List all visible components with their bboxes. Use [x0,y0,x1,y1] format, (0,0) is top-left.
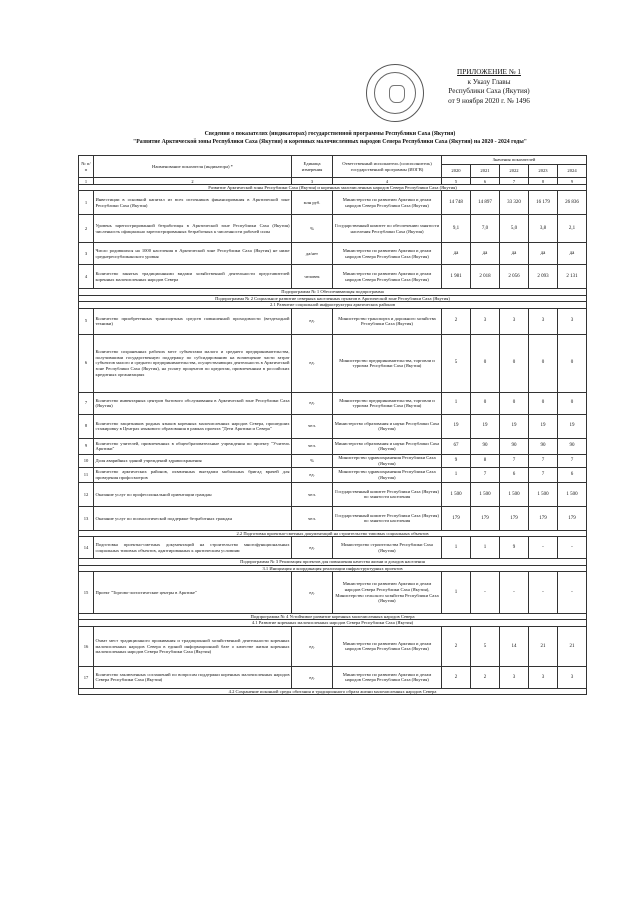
value-cell: 6 [500,467,529,482]
responsible-cell: Министерство по развитию Арктики и делам народов Севера Республики Саха (Якутия) [333,243,442,265]
table-row [79,243,587,265]
value-cell: 3 [500,308,529,334]
unit-cell: да/нет [292,243,333,265]
column-number: 4 [333,178,442,185]
unit-cell: чел. [292,438,333,454]
indicator-name: Количество арктических районов, охваченных выездами мобильных бригад врачей для проведения профосмотров [94,467,292,482]
value-cell: 5 [471,626,500,666]
unit-cell: чел. [292,414,333,438]
title-line-1: Сведения о показателях (индикаторах) государственной программы Республики Саха (Якутия) [204,131,456,137]
responsible-cell: Министерство образования и науки Республики Саха (Якутия) [333,414,442,438]
value-cell: 1 [442,467,471,482]
document-title [70,131,590,146]
indicator-name: Инвестиции в основной капитал из всех источников финансирования в Арктической зоне Республики Саха (Якутия) [94,191,292,215]
unit-cell: ед. [292,392,333,414]
responsible-cell: Министерство образования и науки Республики Саха (Якутия) [333,438,442,454]
value-cell: 1 500 [471,482,500,506]
value-cell: 2 [442,666,471,688]
unit-cell: чел. [292,506,333,530]
indicator-name: Количество заключенных соглашений по вопросам поддержки коренных малочисленных народов Севера Республики Саха (Якутия) [94,666,292,688]
responsible-cell: Министерство по развитию Арктики и делам народов Севера Республики Саха (Якутия) [333,265,442,289]
value-cell: 19 [442,414,471,438]
responsible-cell: Государственный комитет Республики Саха (Якутия) по занятости населения [333,482,442,506]
table-row [79,537,587,559]
value-cell: 1 500 [558,482,587,506]
value-cell: 179 [471,506,500,530]
table-row [79,506,587,530]
value-cell: 5 [442,334,471,392]
indicator-name: Количество приобретенных транспортных средств повышенной проходимости (вездеходной техники) [94,308,292,334]
value-cell: 90 [471,438,500,454]
value-cell: 21 [529,626,558,666]
table-row [79,392,587,414]
value-cell: 3 [471,308,500,334]
indicator-name: Количество инвентарных центров бытового обслуживания в Арктической зоне Республики Саха (Якутия) [94,392,292,414]
table-row [79,572,587,614]
row-number: 11 [79,467,94,482]
value-cell: 19 [529,414,558,438]
value-cell: 1 981 [442,265,471,289]
indicator-name: Доля аварийных зданий учреждений здравоохранения [94,454,292,467]
unit-cell: ед. [292,308,333,334]
value-cell: 2 056 [500,265,529,289]
section-row [79,688,587,694]
value-cell: 2 018 [471,265,500,289]
value-cell: 0 [529,334,558,392]
value-cell: - [500,572,529,614]
responsible-cell: Министерство по развитию Арктики и делам народов Севера Республики Саха (Якутия) [333,666,442,688]
table-body [79,185,587,695]
value-cell: 1 [471,537,500,559]
responsible-cell: Министерство строительства Республики Саха (Якутия) [333,537,442,559]
header-year: 2020 [442,165,471,178]
appendix-authority: Республики Саха (Якутия) [448,87,530,95]
value-cell: 3 [558,666,587,688]
value-cell: 21 [558,626,587,666]
table-row [79,414,587,438]
header-year: 2022 [500,165,529,178]
value-cell: да [471,243,500,265]
value-cell: 0 [471,334,500,392]
header-year: 2021 [471,165,500,178]
value-cell: 2 131 [558,265,587,289]
header-year: 2024 [558,165,587,178]
header-num: № п/п [79,156,94,178]
value-cell: 0 [529,392,558,414]
row-number: 5 [79,308,94,334]
indicator-name: Число родившихся на 1000 населения в Арктической зоне Республики Саха (Якутия) не ниже среднереспубликанского уровня [94,243,292,265]
value-cell: 0 [500,334,529,392]
value-cell: 3 [529,308,558,334]
header-name: Наименование показателя (индикатора) * [94,156,292,178]
value-cell: 14 [500,626,529,666]
value-cell: 16 179 [529,191,558,215]
value-cell: 0 [558,392,587,414]
value-cell: 0 [558,334,587,392]
unit-cell: ед. [292,626,333,666]
responsible-cell: Министерство здравоохранения Республики Саха (Якутия) [333,454,442,467]
row-number: 7 [79,392,94,414]
column-number: 6 [471,178,500,185]
value-cell: 9 [442,454,471,467]
value-cell: 0 [500,392,529,414]
section-title: Подпрограмма № 2 Социальное развитие северных населенных пунктов в Арктической зоне Республики Саха (Якутия) [79,295,587,301]
value-cell: 19 [471,414,500,438]
value-cell: - [529,572,558,614]
table-row [79,454,587,467]
value-cell: 6 [558,467,587,482]
value-cell: 7 [500,454,529,467]
row-number: 8 [79,414,94,438]
responsible-cell: Министерство по развитию Арктики и делам народов Севера Республики Саха (Якутия) [333,191,442,215]
value-cell: 2 093 [529,265,558,289]
section-title: Подпрограмма № 1 Обеспечивающая подпрограмма [79,289,587,295]
section-title: 2.2 Подготовка проектно-сметных документаций на строительство типовых социальных объектов [79,530,587,536]
unit-cell: % [292,454,333,467]
column-number: 5 [442,178,471,185]
section-title: Подпрограмма № 3 Реализация проектов для повышения качества жизни и доходов населения [79,559,587,565]
value-cell: 8 [471,454,500,467]
row-number: 14 [79,537,94,559]
table-row [79,308,587,334]
unit-cell: млн руб. [292,191,333,215]
section-title: 4.2 Сохранение исконной среды обитания и традиционного образа жизни малочисленных народов Севера [79,688,587,694]
appendix-ref: к Указу Главы [467,77,511,86]
header-values: Значения показателей [442,156,587,165]
section-title: 3.1 Инициация и координация реализации инфраструктурных проектов [79,565,587,571]
value-cell: 179 [558,506,587,530]
value-cell: 19 [558,414,587,438]
value-cell: 2 [442,308,471,334]
value-cell: 14 748 [442,191,471,215]
column-number: 9 [558,178,587,185]
value-cell: 179 [442,506,471,530]
section-title: 4.1 Развитие коренных малочисленных народов Севера Республики Саха (Якутия) [79,620,587,626]
value-cell: 90 [500,438,529,454]
responsible-cell: Министерство по развитию Арктики и делам народов Севера Республики Саха (Якутия) [333,626,442,666]
value-cell: 9 [500,537,529,559]
value-cell: 26 836 [558,191,587,215]
responsible-cell: Министерство здравоохранения Республики Саха (Якутия) [333,467,442,482]
value-cell: 1 [442,537,471,559]
row-number: 1 [79,191,94,215]
value-cell: 2 [471,666,500,688]
table-row [79,467,587,482]
responsible-cell: Министерство предпринимательства, торговли и туризма Республики Саха (Якутия) [333,334,442,392]
column-number: 1 [79,178,94,185]
value-cell: да [500,243,529,265]
indicator-name: Подготовка проектно-сметных документаций на строительство многофункциональных социальных типовых объектов, адаптированных к арктическим условиям [94,537,292,559]
appendix-date: от 9 ноября 2020 г. № 1496 [448,96,530,105]
responsible-cell: Государственный комитет по обеспечению занятости населения Республики Саха (Якутия) [333,215,442,243]
responsible-cell: Министерство по развитию Арктики и делам народов Севера Республики Саха (Якутия), Министерство сельского хозяйства Республики Саха (Якутия) [333,572,442,614]
row-number: 3 [79,243,94,265]
table-row [79,334,587,392]
value-cell: 2,1 [558,215,587,243]
value-cell: - [471,572,500,614]
value-cell: да [558,243,587,265]
indicator-name: Количество защитников родных языков коренных малочисленных народов Севера, прошедших стажировку в Центрах языкового образования в рамках проекта "Дети Арктики и Севера" [94,414,292,438]
value-cell: 7 [558,454,587,467]
indicator-name: Количество занятых традиционными видами хозяйственной деятельности представителей коренных малочисленных народов Севера [94,265,292,289]
unit-cell: ед. [292,537,333,559]
value-cell: 2 [442,626,471,666]
value-cell: - [529,537,558,559]
table-row [79,265,587,289]
unit-cell: ед. [292,572,333,614]
row-number: 15 [79,572,94,614]
value-cell: 3 [500,666,529,688]
row-number: 6 [79,334,94,392]
value-cell: - [558,572,587,614]
value-cell: 5,0 [500,215,529,243]
table-row [79,438,587,454]
column-number: 3 [292,178,333,185]
table-row [79,215,587,243]
value-cell: 3,8 [529,215,558,243]
value-cell: 67 [442,438,471,454]
unit-cell: % [292,215,333,243]
row-number: 16 [79,626,94,666]
row-number: 10 [79,454,94,467]
value-cell: да [529,243,558,265]
value-cell: 179 [500,506,529,530]
row-number: 12 [79,482,94,506]
column-number: 8 [529,178,558,185]
indicator-name: Оказание услуг по профессиональной ориентации граждан [94,482,292,506]
responsible-cell: Государственный комитет Республики Саха (Якутия) по занятости населения [333,506,442,530]
value-cell: 1 [442,572,471,614]
row-number: 17 [79,666,94,688]
value-cell: 14 897 [471,191,500,215]
value-cell: 9,1 [442,215,471,243]
header-unit: Единица измерения [292,156,333,178]
table-row [79,191,587,215]
unit-cell: ед. [292,334,333,392]
unit-cell: ед. [292,467,333,482]
value-cell: да [442,243,471,265]
row-number: 9 [79,438,94,454]
header-year: 2023 [529,165,558,178]
value-cell: 1 500 [529,482,558,506]
indicator-name: Количество сохраненных рабочих мест субъектами малого и среднего предпринимательства, получившими государственную поддержку по субсидированию на возмещение части затрат субъектов малого и среднего предпринимательства, осуществляющих деятельность в Арктической зоне Республики Саха (Якутия), на уплату процентов по кредитам, привлеченным в российских кредитных организациях [94,334,292,392]
row-number: 13 [79,506,94,530]
appendix-number: ПРИЛОЖЕНИЕ № 1 [457,68,521,76]
table-row [79,666,587,688]
indicators-table [78,155,587,695]
appendix-block [404,68,574,106]
indicator-name: Проект "Торгово-логистические центры в Арктике" [94,572,292,614]
value-cell: 3 [558,308,587,334]
value-cell: 33 320 [500,191,529,215]
unit-cell: чел. [292,482,333,506]
unit-cell: человек [292,265,333,289]
header-responsible: Ответственный исполнитель (соисполнитель) государственной программы (ИОГВ) [333,156,442,178]
value-cell: 1 500 [442,482,471,506]
value-cell: 1 500 [500,482,529,506]
indicator-name: Оказание услуг по психологической поддержке безработных граждан [94,506,292,530]
column-number: 2 [94,178,292,185]
responsible-cell: Министерство транспорта и дорожного хозяйства Республики Саха (Якутия) [333,308,442,334]
value-cell: 19 [500,414,529,438]
value-cell: 3 [529,666,558,688]
section-title: Развитие Арктической зоны Республики Саха (Якутия) и коренных малочисленных народов Севера Республики Саха (Якутия) [79,185,587,191]
value-cell: - [558,537,587,559]
section-title: Подпрограмма № 4 Устойчивое развитие коренных малочисленных народов Севера [79,614,587,620]
value-cell: 90 [558,438,587,454]
title-line-2: "Развитие Арктической зоны Республики Саха (Якутия) и коренных малочисленных народов Севера Республики Саха (Якутия) на 2020 - 2024 годы" [133,138,527,145]
row-number: 2 [79,215,94,243]
value-cell: 1 [442,392,471,414]
table-row [79,482,587,506]
value-cell: 179 [529,506,558,530]
table-row [79,626,587,666]
value-cell: 7,0 [471,215,500,243]
value-cell: 7 [529,467,558,482]
unit-cell: ед. [292,666,333,688]
section-title: 2.1 Развитие социальной инфраструктуры арктических районов [79,302,587,308]
indicator-name: Охват мест традиционного проживания и традиционной хозяйственной деятельности коренных малочисленных народов Севера в единой информационной базе о качестве жизни коренных малочисленных народов Севера Республики Саха (Якутия) [94,626,292,666]
value-cell: 90 [529,438,558,454]
responsible-cell: Министерство предпринимательства, торговли и туризма Республики Саха (Якутия) [333,392,442,414]
indicator-name: Количество учителей, привлеченных в общеобразовательные учреждения по проекту "Учитель Арктики" [94,438,292,454]
row-number: 4 [79,265,94,289]
value-cell: 7 [529,454,558,467]
column-number: 7 [500,178,529,185]
value-cell: 0 [471,392,500,414]
value-cell: 7 [471,467,500,482]
indicator-name: Уровень зарегистрированной безработицы в Арктической зоне Республики Саха (Якутия) численность официально зарегистрированных безработных к численности рабочей силы [94,215,292,243]
